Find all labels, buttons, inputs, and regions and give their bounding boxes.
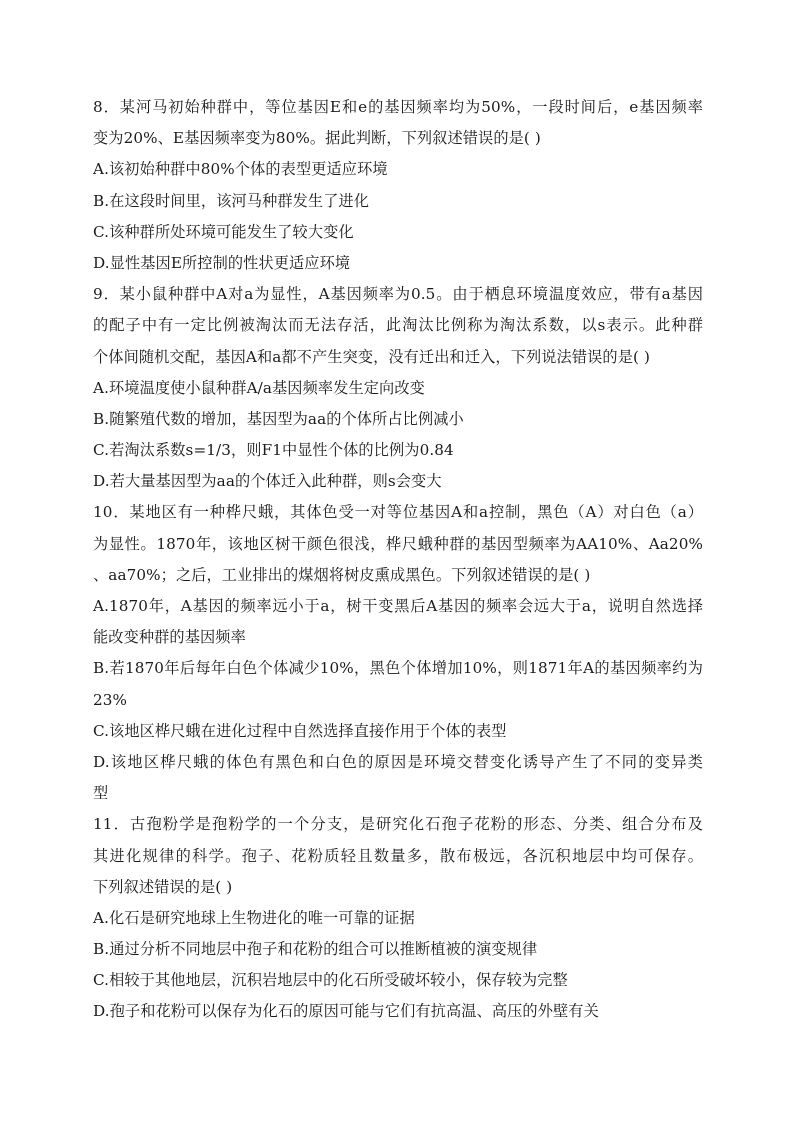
question-stem-line: 个体间随机交配，基因A和a都不产生突变，没有迁出和迁入，下列说法错误的是( ) (93, 347, 650, 366)
option-d: D.若大量基因型为aa的个体迁入此种群，则s会变大 (93, 472, 442, 491)
question-stem-line: 10．某地区有一种桦尺蛾，其体色受一对等位基因A和a控制，黑色（A）对白色（a） (93, 503, 703, 522)
question-stem-line: 变为20%、E基因频率变为80%。据此判断，下列叙述错误的是( ) (93, 129, 541, 148)
option-b: B.随繁殖代数的增加，基因型为aa的个体所占比例减小 (93, 409, 464, 428)
question-stem-line: 、aa70%；之后，工业排出的煤烟将树皮熏成黑色。下列叙述错误的是( ) (93, 565, 591, 584)
option-c: C.若淘汰系数s=1/3，则F1中显性个体的比例为0.84 (93, 441, 454, 460)
option-d: D.该地区桦尺蛾的体色有黑色和白色的原因是环境交替变化诱导产生了不同的变异类 (93, 752, 703, 771)
option-a: A.环境温度使小鼠种群A/a基因频率发生定向改变 (93, 378, 425, 397)
option-b: B.若1870年后每年白色个体减少10%，黑色个体增加10%，则1871年A的基因频率约为 (93, 659, 703, 678)
question-9 (93, 279, 703, 497)
option-d: D.孢子和花粉可以保存为化石的原因可能与它们有抗高温、高压的外壁有关 (93, 1002, 599, 1021)
question-10 (93, 497, 703, 809)
option-a: A.该初始种群中80%个体的表型更适应环境 (93, 160, 388, 179)
question-stem-line: 9．某小鼠种群中A对a为显性，A基因频率为0.5。由于栖息环境温度效应，带有a基因 (93, 285, 703, 304)
option-b-continued: 23% (93, 690, 128, 709)
option-c: C.该地区桦尺蛾在进化过程中自然选择直接作用于个体的表型 (93, 721, 507, 740)
option-d-continued: 型 (93, 784, 109, 803)
option-a: A.1870年，A基因的频率远小于a，树干变黑后A基因的频率会远大于a，说明自然选择 (93, 597, 703, 615)
option-b: B.在这段时间里，该河马种群发生了进化 (93, 191, 370, 210)
question-stem-line: 的配子中有一定比例被淘汰而无法存活，此淘汰比例称为淘汰系数，以s表示。此种群 (93, 316, 703, 335)
option-d: D.显性基因E所控制的性状更适应环境 (93, 253, 351, 272)
option-b: B.通过分析不同地层中孢子和花粉的组合可以推断植被的演变规律 (93, 940, 538, 959)
question-stem-line: 为显性。1870年，该地区树干颜色很浅，桦尺蛾种群的基因型频率为AA10%、Aa20% (93, 534, 703, 553)
question-stem-line: 11．古孢粉学是孢粉学的一个分支，是研究化石孢子花粉的形态、分类、组合分布及 (93, 815, 703, 834)
question-8 (93, 92, 703, 279)
option-c: C.相较于其他地层，沉积岩地层中的化石所受破坏较小，保存较为完整 (93, 971, 568, 990)
question-stem-line: 其进化规律的科学。孢子、花粉质轻且数量多，散布极远，各沉积地层中均可保存。 (93, 846, 703, 865)
document-page (93, 92, 703, 1028)
option-a-continued: 能改变种群的基因频率 (93, 628, 246, 647)
question-stem-line: 下列叙述错误的是( ) (93, 877, 233, 896)
option-c: C.该种群所处环境可能发生了较大变化 (93, 222, 354, 241)
option-a: A.化石是研究地球上生物进化的唯一可靠的证据 (93, 908, 415, 927)
question-stem-line: 8．某河马初始种群中，等位基因E和e的基因频率均为50%，一段时间后，e基因频率 (93, 98, 703, 116)
question-11 (93, 809, 703, 1027)
